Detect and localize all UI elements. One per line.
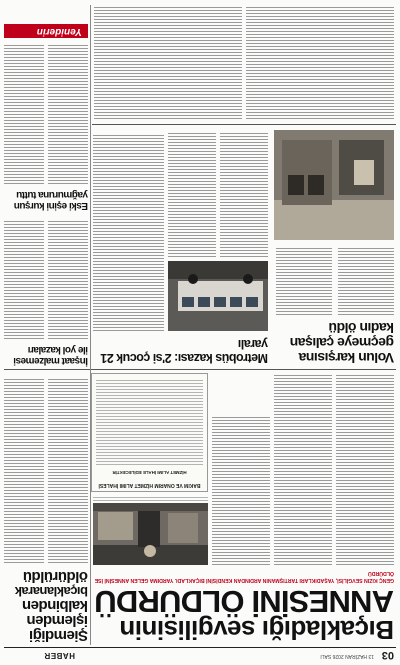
main-body-col-2 — [274, 375, 332, 565]
volun-body-2 — [276, 247, 332, 315]
bottom-list-col-2 — [94, 7, 242, 119]
siemens-headline-3: kalbinden — [22, 597, 88, 614]
siemens-headline-2: işlemden — [26, 612, 88, 629]
volun-photo — [274, 130, 394, 240]
insaat-headline-1: İnşaat malzemesi — [13, 355, 88, 366]
volun-photo-graphic — [274, 130, 394, 240]
mid-rule — [4, 369, 396, 370]
page-number: 03 — [381, 649, 394, 661]
header-rule — [4, 647, 396, 648]
lower-rule — [92, 124, 396, 125]
main-photo-caption — [93, 495, 208, 501]
volun-story — [274, 245, 394, 365]
main-body-col-3 — [212, 415, 270, 565]
metrobus-headline: Metrobüs kazası: 2'si çocuk 21 yaralı — [100, 337, 268, 365]
metrobus-body-1 — [93, 133, 164, 331]
eski-esi-headline-1: Eski eşini kurşun — [14, 200, 88, 211]
column-divider-right — [90, 5, 91, 645]
metrobus-photo-graphic — [168, 261, 268, 331]
header-date: 13 HAZİRAN 2026 SALI — [320, 653, 374, 659]
eski-esi-story — [4, 20, 88, 210]
siemens-story — [4, 373, 88, 643]
insaat-body-2 — [4, 219, 44, 339]
volun-headline-1: Volun karşısına — [299, 350, 394, 366]
siemens-body-1 — [48, 377, 88, 563]
main-headline-line-1: Bıçakladığı sevgilisinin — [119, 615, 394, 645]
main-body-col-1 — [336, 375, 394, 565]
volun-headline-3: kadın öldü — [329, 320, 394, 336]
eski-esi-body-2 — [4, 44, 44, 184]
metrobus-photo — [168, 261, 268, 331]
main-story-photo — [93, 503, 208, 565]
section-label: HABER — [44, 651, 75, 660]
siemens-body-2 — [4, 377, 44, 563]
photo-graphic — [93, 503, 208, 565]
metrobus-body-3 — [168, 133, 216, 257]
page-header — [4, 649, 396, 661]
main-headline-line-2: ANNESİNİ ÖLDÜRDÜ — [95, 584, 394, 619]
eski-esi-headline-2: yağmuruna tuttu — [16, 189, 88, 200]
eski-esi-body-1 — [48, 44, 88, 184]
insaat-body-1 — [48, 219, 88, 339]
siemens-headline-1: Şiemdiği — [29, 627, 88, 644]
announcement-body — [96, 379, 203, 465]
metrobus-story — [93, 130, 268, 365]
announcement-title: BAKIM VE ONARIM HİZMET ALIMI İHALESİ — [98, 482, 201, 488]
announcement-box — [91, 373, 208, 492]
siemens-headline-5: öldürüldü — [23, 568, 88, 585]
metrobus-body-2 — [220, 133, 268, 257]
siemens-headline-4: bıçaklanarak — [15, 584, 88, 599]
logo-text: Yeniderin — [36, 26, 82, 37]
volun-headline-2: geçmeye çalışan — [290, 335, 394, 351]
insaat-headline-2: ile yol kazaları — [28, 344, 88, 355]
announcement-subtitle: HİZMET ALIMI İHALE EDİLECEKTİR — [112, 470, 187, 475]
main-subheading: GENÇ KIZIN SEVGİLİSİ, YAŞADIKLARI TARTIŞMANIN ARDINDAN KENDİSİNİ BIÇAKLADI. YARDIMA GELEN ANNESİNİ İSE ÖLDÜRDÜ — [94, 570, 394, 583]
bottom-list-col-1 — [246, 7, 394, 119]
volun-body-1 — [338, 247, 394, 315]
masthead-logo — [4, 24, 88, 38]
insaat-story — [4, 215, 88, 365]
